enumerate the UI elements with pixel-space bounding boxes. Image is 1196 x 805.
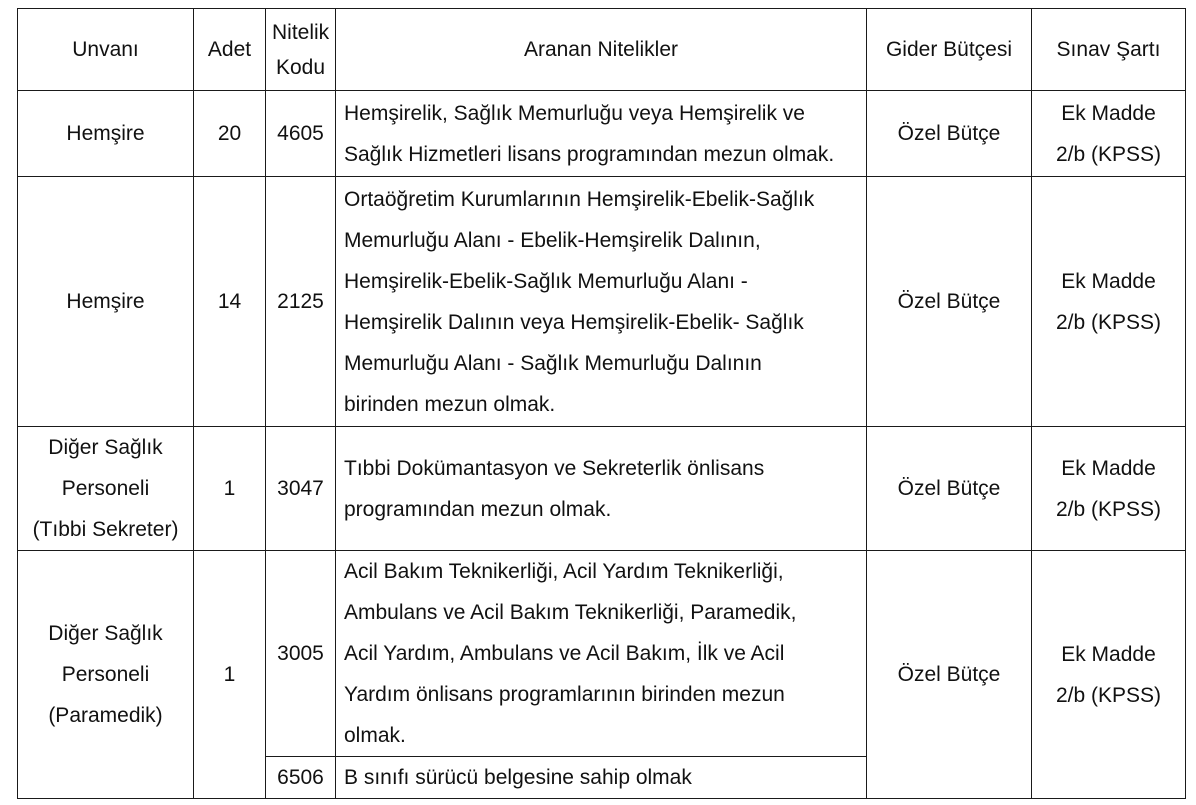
cell-nitelik: B sınıfı sürücü belgesine sahip olmak <box>336 757 867 799</box>
header-unvani: Unvanı <box>18 9 194 91</box>
cell-nitelik-line: birinden mezun olmak. <box>344 392 556 416</box>
cell-unvan-line: Hemşire <box>66 289 145 313</box>
cell-sinav <box>1032 91 1186 177</box>
cell-unvan <box>18 427 194 551</box>
cell-unvan-line: Hemşire <box>66 121 145 145</box>
cell-unvan-line: Personeli <box>61 477 150 500</box>
cell-kod: 2125 <box>266 177 336 427</box>
cell-nitelik-line: Hemşirelik, Sağlık Memurluğu veya Hemşirelik ve <box>344 101 805 125</box>
cell-unvan-line: Diğer Sağlık <box>48 622 163 645</box>
cell-nitelik-line: Tıbbi Dokümantasyon ve Sekreterlik önlisans <box>344 456 765 480</box>
cell-gider: Özel Bütçe <box>867 551 1032 799</box>
table-row <box>18 551 1186 757</box>
cell-unvan <box>18 91 194 177</box>
cell-nitelik-line: Ambulans ve Acil Bakım Teknikerliği, Paramedik, <box>344 601 797 624</box>
table-header-row <box>18 9 1186 91</box>
cell-unvan-line: Personeli <box>61 663 150 686</box>
cell-sinav-line: 2/b (KPSS) <box>1055 497 1162 521</box>
header-gider-butcesi: Gider Bütçesi <box>867 9 1032 91</box>
cell-sinav <box>1032 177 1186 427</box>
cell-sinav-line: Ek Madde <box>1061 642 1156 666</box>
table-row <box>18 177 1186 427</box>
cell-kod: 6506 <box>266 757 336 799</box>
cell-adet: 20 <box>194 91 266 177</box>
cell-nitelik-line: Hemşirelik Dalının veya Hemşirelik-Ebelik- Sağlık <box>344 310 804 334</box>
header-sinav-sarti: Sınav Şartı <box>1032 9 1186 91</box>
cell-nitelik-line: Sağlık Hizmetleri lisans programından mezun olmak. <box>344 142 835 166</box>
cell-unvan-line: (Paramedik) <box>48 704 163 727</box>
cell-nitelik-line: programından mezun olmak. <box>344 497 612 521</box>
cell-kod: 3005 <box>266 551 336 757</box>
cell-sinav <box>1032 551 1186 799</box>
cell-nitelik-line: Acil Bakım Teknikerliği, Acil Yardım Teknikerliği, <box>344 560 784 583</box>
position-table <box>17 8 1186 799</box>
cell-unvan-line: (Tıbbi Sekreter) <box>32 518 179 541</box>
table-row <box>18 427 1186 551</box>
cell-nitelik-line: Yardım önlisans programlarının birinden mezun <box>344 683 785 706</box>
cell-adet: 1 <box>194 427 266 551</box>
cell-kod: 3047 <box>266 427 336 551</box>
cell-unvan <box>18 177 194 427</box>
cell-gider: Özel Bütçe <box>867 91 1032 177</box>
cell-sinav <box>1032 427 1186 551</box>
cell-adet: 14 <box>194 177 266 427</box>
cell-unvan-line: Diğer Sağlık <box>48 436 163 459</box>
header-aranan-nitelikler: Aranan Nitelikler <box>336 9 867 91</box>
cell-sinav-line: Ek Madde <box>1061 456 1156 480</box>
cell-nitelik-line: Memurluğu Alanı - Sağlık Memurluğu Dalının <box>344 351 762 375</box>
cell-nitelik <box>336 427 867 551</box>
table-row <box>18 91 1186 177</box>
header-nitelik-kodu-line-2: Kodu <box>275 55 326 79</box>
cell-sinav-line: 2/b (KPSS) <box>1055 310 1162 334</box>
cell-nitelik <box>336 177 867 427</box>
header-nitelik-kodu <box>266 9 336 91</box>
header-nitelik-kodu-line-1: Nitelik <box>272 20 330 44</box>
cell-unvan <box>18 551 194 799</box>
cell-gider: Özel Bütçe <box>867 177 1032 427</box>
cell-gider: Özel Bütçe <box>867 427 1032 551</box>
cell-sinav-line: Ek Madde <box>1061 269 1156 293</box>
cell-nitelik-line: Ortaöğretim Kurumlarının Hemşirelik-Ebelik-Sağlık <box>344 187 815 211</box>
cell-nitelik <box>336 551 867 757</box>
cell-nitelik-line: Hemşirelik-Ebelik-Sağlık Memurluğu Alanı - <box>344 269 748 293</box>
cell-nitelik-line: olmak. <box>344 724 406 747</box>
cell-kod: 4605 <box>266 91 336 177</box>
cell-sinav-line: 2/b (KPSS) <box>1055 683 1162 707</box>
cell-sinav-line: 2/b (KPSS) <box>1055 142 1162 166</box>
cell-nitelik-line: Acil Yardım, Ambulans ve Acil Bakım, İlk ve Acil <box>344 642 785 665</box>
header-adet: Adet <box>194 9 266 91</box>
cell-nitelik <box>336 91 867 177</box>
cell-adet: 1 <box>194 551 266 799</box>
cell-nitelik-line: Memurluğu Alanı - Ebelik-Hemşirelik Dalının, <box>344 228 761 252</box>
cell-sinav-line: Ek Madde <box>1061 101 1156 125</box>
